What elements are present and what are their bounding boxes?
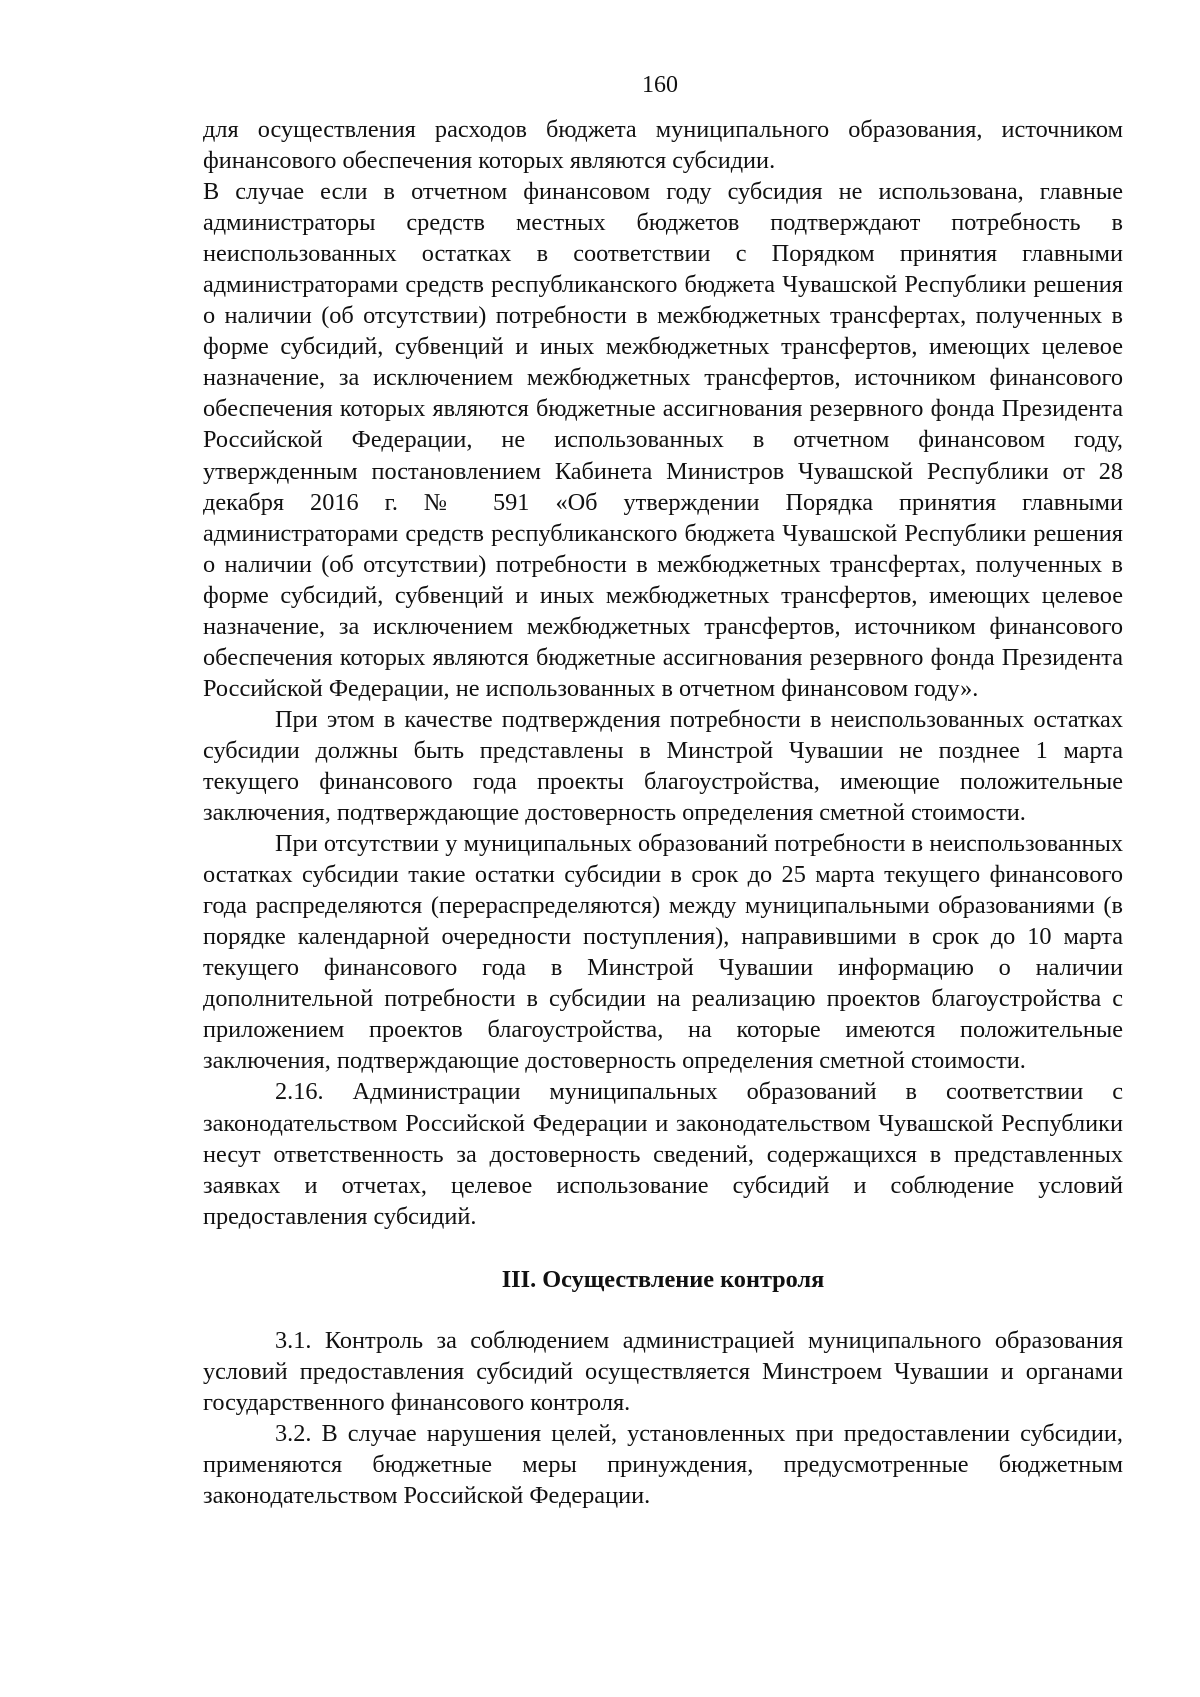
paragraph-unused-subsidy: В случае если в отчетном финансовом году субсидия не использована, главные администраторы средств местных бюджетов подтверждают потребность в неиспользованных остатках в соответствии с Порядком принятия главными администраторами средств республиканского бюджета Чувашской Республики решения о наличии (об отсутствии) потребности в межбюджетных трансфертах, полученных в форме субсидий, субвенций и иных межбюджетных трансфертов, имеющих целевое назначение, за исключением межбюджетных трансфертов, источником финансового обеспечения которых являются бюджетные ассигнования резервного фонда Президента Российской Федерации, не использованных в отчетном финансовом году, утвержденным постановлением Кабинета Министров Чувашской Республики от 28 декабря 2016 г. № 591 «Об утверждении Порядка принятия главными администраторами средств республиканского бюджета Чувашской Республики решения о наличии (об отсутствии) потребности в межбюджетных трансфертах, полученных в форме субсидий, субвенций и иных межбюджетных трансфертов, имеющих целевое назначение, за исключением межбюджетных трансфертов, источником финансового обеспечения которых являются бюджетные ассигнования резервного фонда Президента Российской Федерации, не использованных в отчетном финансовом году». xyxy=(203,178,1123,702)
paragraph-3-2: 3.2. В случае нарушения целей, установленных при предоставлении субсидии, применяются бюджетные меры принуждения, предусмотренные бюджетным законодательством Российской Федерации. xyxy=(203,1419,1123,1509)
paragraph-3-1: 3.1. Контроль за соблюдением администрацией муниципального образования условий предоставления субсидий осуществляется Минстроем Чувашии и органами государственного финансового контроля. xyxy=(203,1326,1123,1416)
paragraph-redistribution: При отсутствии у муниципальных образований потребности в неиспользованных остатках субсидии такие остатки субсидии в срок до 25 марта текущего финансового года распределяются (перераспределяются) между муниципальными образованиями (в порядке календарной очередности поступления), направившими в срок до 10 марта текущего финансового года в Минстрой Чувашии информацию о наличии дополнительной потребности в субсидии на реализацию проектов благоустройства с приложением проектов благоустройства, на которые имеются положительные заключения, подтверждающие достоверность определения сметной стоимости. xyxy=(203,830,1123,1075)
paragraph-continuation: для осуществления расходов бюджета муниципального образования, источником финансового обеспечения которых являются субсидии. xyxy=(203,116,1123,175)
paragraph-confirmation: При этом в качестве подтверждения потребности в неиспользованных остатках субсидии должны быть представлены в Минстрой Чувашии не позднее 1 марта текущего финансового года проекты благоустройства, имеющие положительные заключения, подтверждающие достоверность определения сметной стоимости. xyxy=(203,705,1123,827)
spacer xyxy=(203,1232,1123,1264)
document-body xyxy=(203,114,1123,1511)
section-heading: III. Осуществление контроля xyxy=(501,1265,825,1293)
page-number: 160 xyxy=(642,72,678,98)
paragraph-2-16: 2.16. Администрации муниципальных образований в соответствии с законодательством Российской Федерации и законодательством Чувашской Республики несут ответственность за достоверность сведений, содержащихся в представленных заявках и отчетах, целевое использование субсидий и соблюдение условий предоставления субсидий. xyxy=(203,1078,1123,1230)
spacer xyxy=(203,1295,1123,1325)
